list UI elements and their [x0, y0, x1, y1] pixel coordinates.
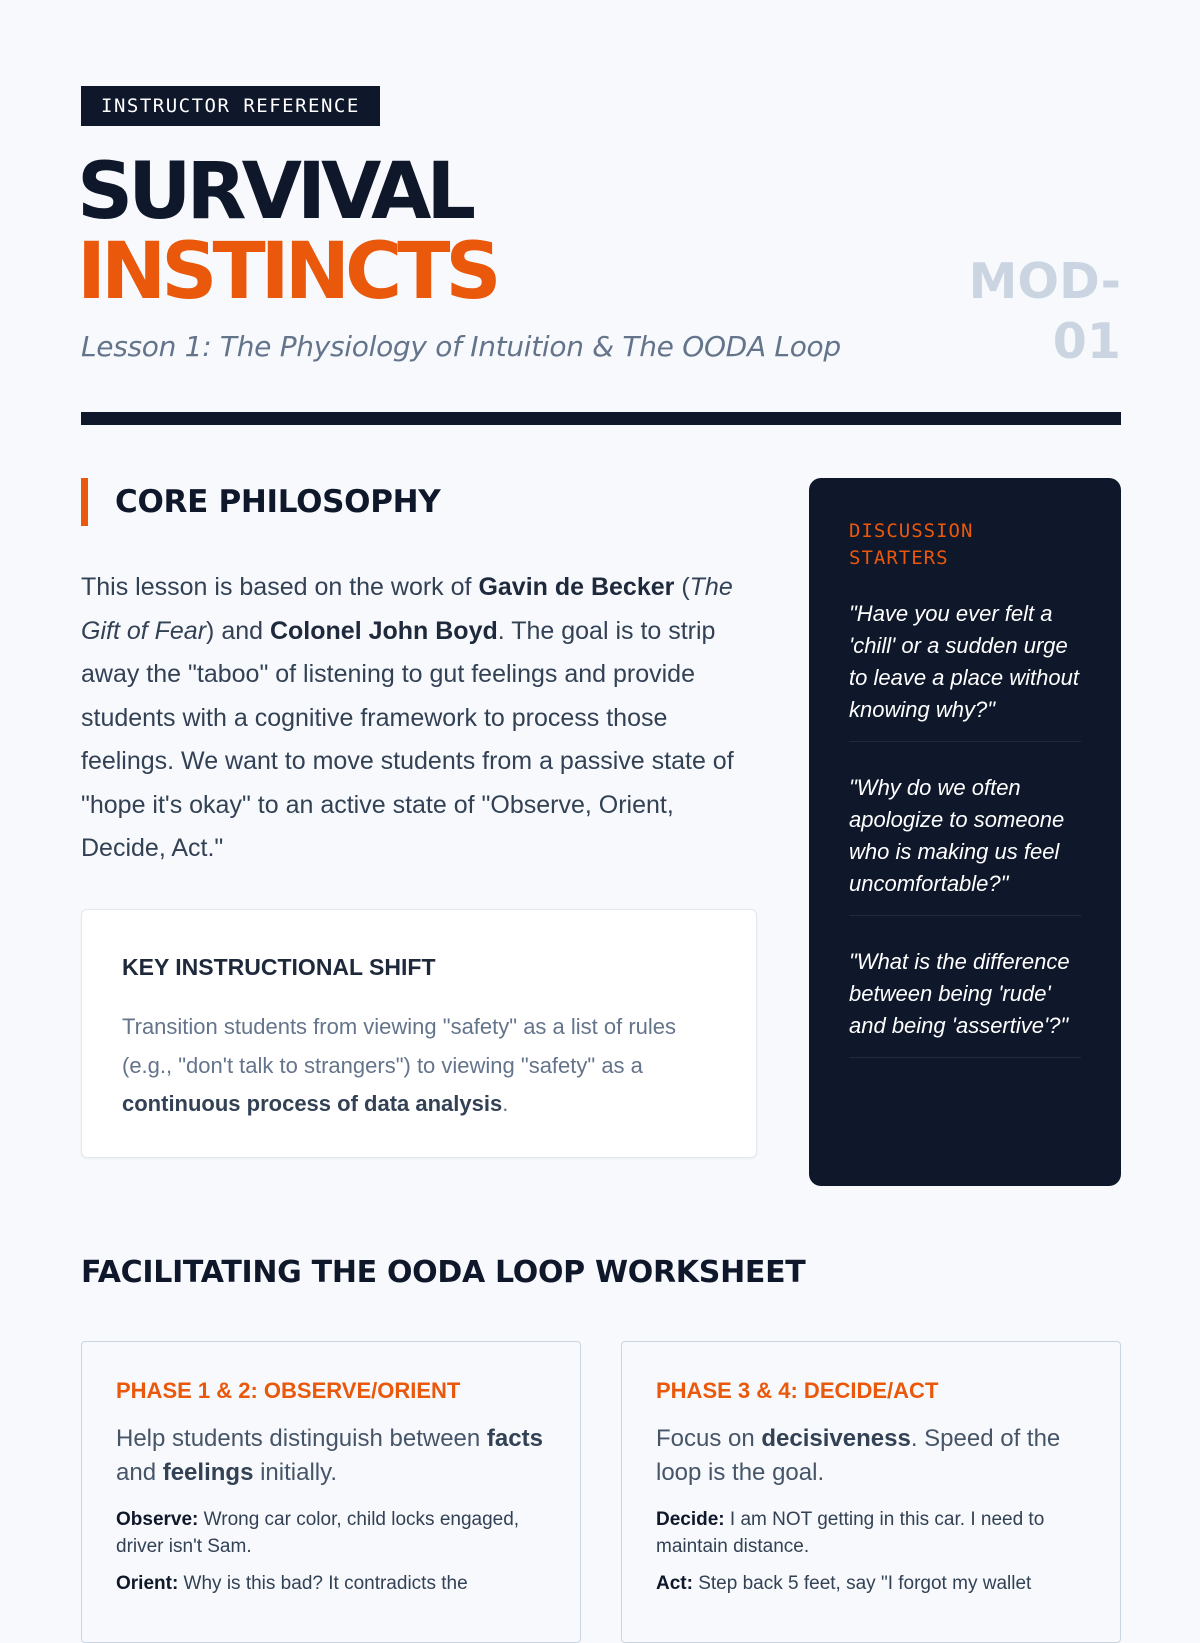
act-text: Step back 5 feet, say "I forgot my wallet	[692, 1573, 1032, 1594]
title-line-1: SURVIVAL	[77, 147, 472, 237]
orient-label: Orient:	[116, 1573, 179, 1594]
shift-text-1: Transition students from viewing "safety" as a list of rules (e.g., "don't talk to strangers") to viewing "safety" as a	[122, 1014, 677, 1078]
orient-item	[116, 1570, 556, 1597]
discussion-quote: "Have you ever felt a 'chill' or a sudden urge to leave a place without knowing why?"	[849, 598, 1081, 742]
instructor-reference-tag: INSTRUCTOR REFERENCE	[81, 86, 380, 126]
lead-emphasis-decisiveness: decisiveness	[761, 1425, 911, 1452]
decide-item	[656, 1506, 1096, 1560]
phase-3-4-lead	[656, 1422, 1096, 1490]
observe-label: Observe:	[116, 1509, 199, 1530]
key-shift-text	[122, 1008, 722, 1124]
observe-item	[116, 1506, 556, 1560]
lead-emphasis-facts: facts	[486, 1425, 543, 1452]
core-text-1: This lesson is based on the work of	[81, 573, 479, 601]
lead-text: . Speed of the loop is the goal.	[656, 1425, 1061, 1486]
module-code-line-1: MOD-	[968, 253, 1121, 310]
book-title: The Gift of Fear	[81, 573, 733, 645]
observe-text: Wrong car color, child locks engaged, driver isn't Sam.	[116, 1509, 520, 1557]
orient-text: Why is this bad? It contradicts the	[178, 1573, 468, 1594]
core-philosophy-text	[81, 566, 761, 871]
phase-1-2-title: PHASE 1 & 2: OBSERVE/ORIENT	[116, 1378, 461, 1403]
decide-label: Decide:	[656, 1509, 725, 1530]
title-line-2: INSTINCTS	[77, 227, 497, 317]
phase-3-4-title: PHASE 3 & 4: DECIDE/ACT	[656, 1378, 939, 1403]
shift-emphasis: continuous process of data analysis	[122, 1091, 503, 1116]
phase-1-2-lead	[116, 1422, 556, 1490]
lead-emphasis-feelings: feelings	[162, 1459, 254, 1486]
key-instructional-shift-box	[81, 909, 757, 1158]
discussion-starters-label: DISCUSSION STARTERS	[849, 520, 974, 569]
act-label: Act:	[656, 1573, 693, 1594]
module-code	[921, 252, 1121, 372]
decide-text: I am NOT getting in this car. I need to maintain distance.	[656, 1509, 1045, 1557]
lead-text: and	[116, 1459, 163, 1486]
ooda-worksheet-heading: FACILITATING THE OODA LOOP WORKSHEET	[81, 1255, 806, 1290]
discussion-quotes	[849, 598, 1081, 1088]
lesson-subtitle: Lesson 1: The Physiology of Intuition & The OODA Loop	[81, 330, 841, 363]
phase-observe-orient-card	[81, 1341, 581, 1643]
discussion-starters-panel	[809, 478, 1121, 1186]
author-john-boyd: Colonel John Boyd	[269, 616, 498, 645]
lead-text: initially.	[253, 1459, 337, 1486]
lead-text: Help students distinguish between	[116, 1425, 487, 1452]
core-philosophy-heading: CORE PHILOSOPHY	[81, 478, 440, 526]
core-text-2: (	[681, 573, 690, 601]
core-text-3: ) and	[206, 616, 270, 645]
module-code-line-2: 01	[1052, 313, 1121, 370]
shift-text-2: .	[502, 1091, 509, 1116]
discussion-quote: "Why do we often apologize to someone who is making us feel uncomfortable?"	[849, 772, 1081, 916]
author-gavin-de-becker: Gavin de Becker	[478, 573, 675, 601]
header-divider	[81, 412, 1121, 425]
key-shift-title: KEY INSTRUCTIONAL SHIFT	[122, 954, 436, 980]
discussion-quote: "What is the difference between being 'rude' and being 'assertive'?"	[849, 946, 1081, 1058]
lead-text: Focus on	[656, 1425, 762, 1452]
core-text-4: . The goal is to strip away the "taboo" of listening to gut feelings and provide students with a cognitive framework to process those feelings. We want to move students from a passive state of "hope it's okay" to an active state of "Observe, Orient, Decide, Act."	[81, 616, 734, 862]
phase-decide-act-card	[621, 1341, 1121, 1643]
act-item	[656, 1570, 1096, 1597]
